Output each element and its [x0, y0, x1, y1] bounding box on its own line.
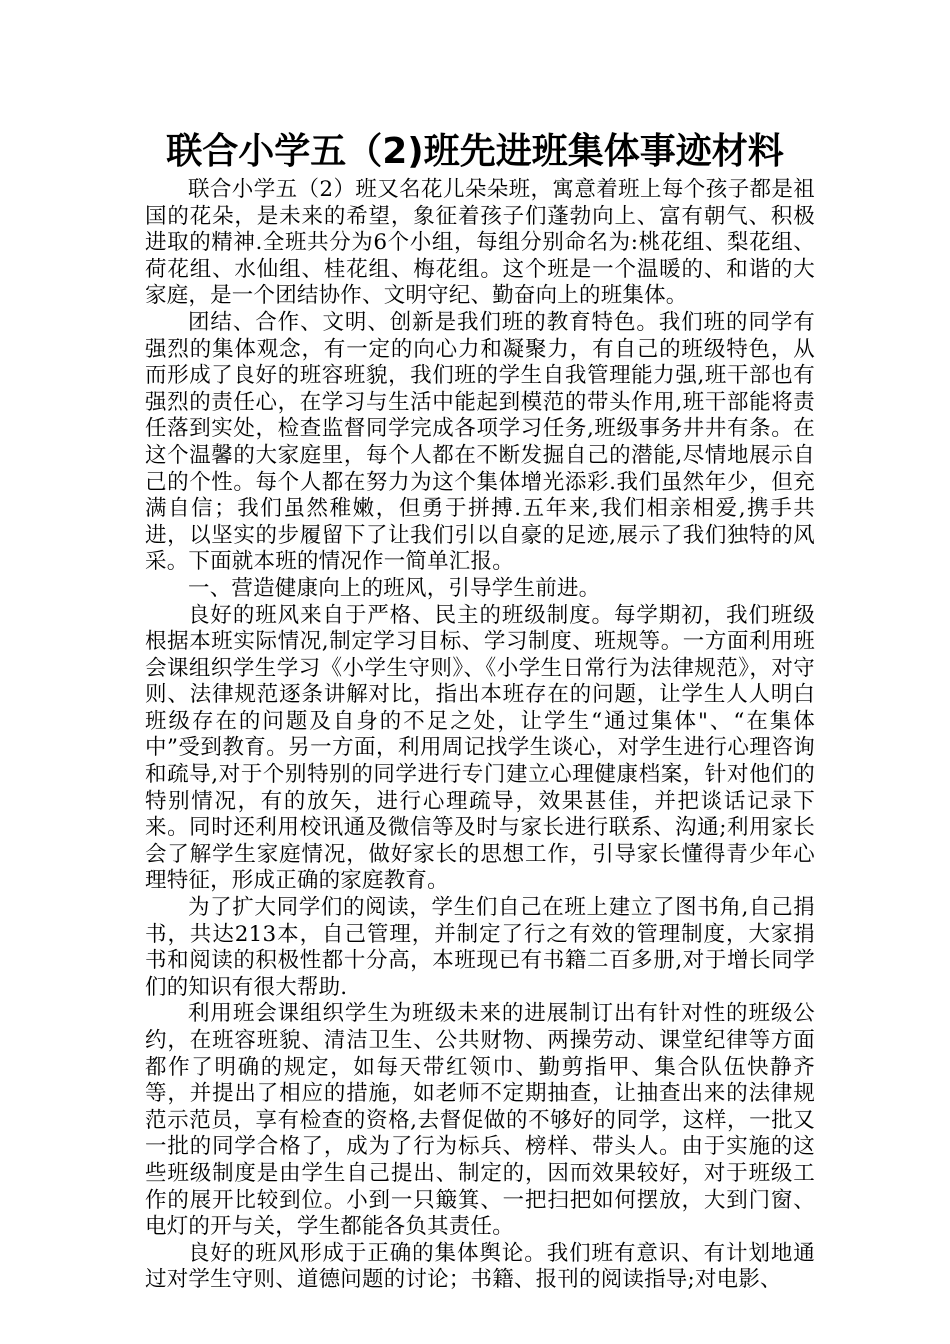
- paragraph-class-convention: 利用班会课组织学生为班级未来的进展制订出有针对性的班级公约，在班容班貌、清洁卫生、公共财物、两操劳动、课堂纪律等方面都作了明确的规定，如每天带红领巾、勤剪指甲、集合队伍快静齐等，并提出了相应的措施，如老师不定期抽查，让抽查出来的法律规范示范员，享有检查的资格,去督促做的不够好的同学，这样，一批又一批的同学合格了，成为了行为标兵、榜样、带头人。由于实施的这些班级制度是由学生自己提出、制定的，因而效果较好，对于班级工作的展开比较到位。小到一只簸箕、一把扫把如何摆放，大到门窗、电灯的开与关，学生都能各负其责任。: [145, 1001, 815, 1240]
- section-heading-class-spirit: 一、营造健康向上的班风，引导学生前进。: [188, 575, 601, 601]
- paragraph-book-corner: 为了扩大同学们的阅读，学生们自己在班上建立了图书角,自己捐书，共达213本，自己管理，并制定了行之有效的管理制度，大家捐书和阅读的积极性都十分高，本班现已有书籍二百多册,对于增长同学们的知识有很大帮助.: [145, 895, 815, 1000]
- paragraph-class-rules: 良好的班风来自于严格、民主的班级制度。每学期初，我们班级根据本班实际情况,制定学习目标、学习制度、班规等。一方面利用班会课组织学生学习《小学生守则》、《小学生日常行为法律规范》，对守则、法律规范逐条讲解对比，指出本班存在的问题，让学生人人明白班级存在的问题及自身的不足之处，让学生“通过集体"、“在集体中”受到教育。另一方面，利用周记找学生谈心，对学生进行心理咨询和疏导,对于个别特别的同学进行专门建立心理健康档案，针对他们的特别情况，有的放矢，进行心理疏导，效果甚佳，并把谈话记录下来。同时还利用校讯通及微信等及时与家长进行联系、沟通;利用家长会了解学生家庭情况，做好家长的思想工作，引导家长懂得青少年心理特征，形成正确的家庭教育。: [145, 602, 815, 894]
- paragraph-public-opinion: 良好的班风形成于正确的集体舆论。我们班有意识、有计划地通过对学生守则、道德问题的讨论；书籍、报刊的阅读指导;对电影、: [145, 1240, 815, 1293]
- document-title: 联合小学五（2)班先进班集体事迹材料: [166, 131, 784, 172]
- paragraph-class-features: 团结、合作、文明、创新是我们班的教育特色。我们班的同学有强烈的集体观念，有一定的向心力和凝聚力，有自己的班级特色，从而形成了良好的班容班貌，我们班的学生自我管理能力强,班干部也有强烈的责任心，在学习与生活中能起到模范的带头作用,班干部能将责任落到实处，检查监督同学完成各项学习任务,班级事务井井有条。在这个温馨的大家庭里，每个人都在不断发掘自己的潜能,尽情地展示自己的个性。每个人都在努力为这个集体增光添彩.我们虽然年少，但充满自信；我们虽然稚嫩，但勇于拼搏.五年来,我们相亲相爱,携手共进，以坚实的步履留下了让我们引以自豪的足迹,展示了我们独特的风采。下面就本班的情况作一简单汇报。: [145, 309, 815, 575]
- document-body: [145, 177, 815, 1294]
- paragraph-intro: 联合小学五（2）班又名花儿朵朵班，寓意着班上每个孩子都是祖国的花朵，是未来的希望，象征着孩子们蓬勃向上、富有朝气、积极进取的精神.全班共分为6个小组，每组分别命名为:桃花组、梨花组、荷花组、水仙组、桂花组、梅花组。这个班是一个温暖的、和谐的大家庭，是一个团结协作、文明守纪、勤奋向上的班集体。: [145, 177, 815, 309]
